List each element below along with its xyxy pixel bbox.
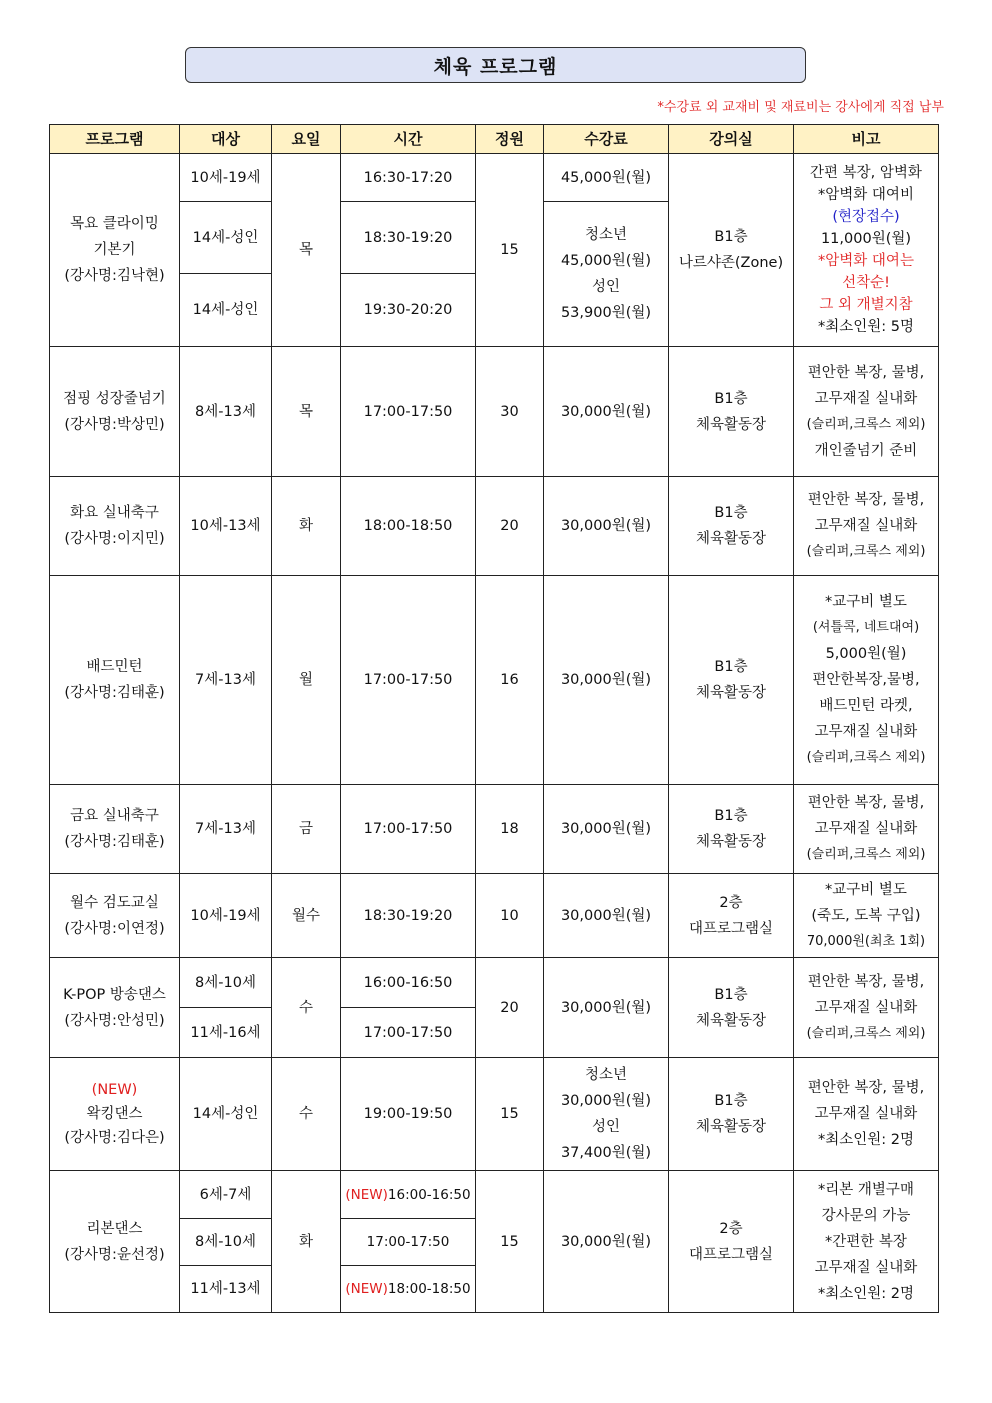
- program-room: B1층 체육활동장: [669, 958, 794, 1058]
- program-target: 7세-13세: [180, 576, 272, 785]
- program-room: B1층 체육활동장: [669, 785, 794, 874]
- program-time: (NEW)18:00-18:50: [341, 1266, 476, 1313]
- program-capacity: 20: [476, 477, 544, 576]
- program-time: 18:30-19:20: [341, 874, 476, 958]
- program-time: 18:30-19:20: [341, 202, 476, 274]
- fee-note: *수강료 외 교재비 및 재료비는 강사에게 직접 납부: [657, 100, 944, 115]
- program-name: (NEW) 왁킹댄스 (강사명:김다은): [50, 1058, 180, 1171]
- program-time: 19:00-19:50: [341, 1058, 476, 1171]
- program-target: 10세-19세: [180, 874, 272, 958]
- program-target: 6세-7세: [180, 1171, 272, 1219]
- program-day: 월수: [272, 874, 341, 958]
- program-target: 8세-10세: [180, 958, 272, 1008]
- program-room: B1층 체육활동장: [669, 1058, 794, 1171]
- header-fee: 수강료: [544, 125, 669, 154]
- header-time: 시간: [341, 125, 476, 154]
- program-name: 점핑 성장줄넘기 (강사명:박상민): [50, 347, 180, 477]
- program-fee: 30,000원(월): [544, 874, 669, 958]
- program-capacity: 16: [476, 576, 544, 785]
- program-notes: 편안한 복장, 물병, 고무재질 실내화 (슬리퍼,크록스 제외): [794, 785, 939, 874]
- program-capacity: 30: [476, 347, 544, 477]
- program-time: 17:00-17:50: [341, 347, 476, 477]
- program-fee: 30,000원(월): [544, 347, 669, 477]
- program-fee: 45,000원(월): [544, 154, 669, 202]
- program-notes: *리본 개별구매 강사문의 가능 *간편한 복장 고무재질 실내화 *최소인원: 2명: [794, 1171, 939, 1313]
- table-row: [50, 1058, 939, 1171]
- program-target: 10세-13세: [180, 477, 272, 576]
- program-fee: 30,000원(월): [544, 576, 669, 785]
- program-fee: 30,000원(월): [544, 785, 669, 874]
- program-name: 월수 검도교실 (강사명:이연정): [50, 874, 180, 958]
- program-time: 16:00-16:50: [341, 958, 476, 1008]
- program-fee: 청소년 30,000원(월) 성인 37,400원(월): [544, 1058, 669, 1171]
- program-notes: 간편 복장, 암벽화 *암벽화 대여비 (현장접수) 11,000원(월) *암벽화 대여는 선착순! 그 외 개별지참 *최소인원: 5명: [794, 154, 939, 347]
- table-row: [50, 154, 939, 202]
- program-notes: *교구비 별도 (죽도, 도복 구입) 70,000원(최초 1회): [794, 874, 939, 958]
- header-target: 대상: [180, 125, 272, 154]
- table-header-row: [50, 125, 939, 154]
- program-target: 8세-13세: [180, 347, 272, 477]
- page-title: 체육 프로그램: [185, 47, 806, 83]
- program-target: 14세-성인: [180, 274, 272, 347]
- program-room: 2층 대프로그램실: [669, 874, 794, 958]
- program-time: 17:00-17:50: [341, 1008, 476, 1058]
- program-time: 16:30-17:20: [341, 154, 476, 202]
- new-badge: (NEW): [91, 1082, 138, 1098]
- table-row: [50, 785, 939, 874]
- program-notes: 편안한 복장, 물병, 고무재질 실내화 (슬리퍼,크록스 제외) 개인줄넘기 준비: [794, 347, 939, 477]
- table-row: [50, 874, 939, 958]
- program-name: 화요 실내축구 (강사명:이지민): [50, 477, 180, 576]
- program-day: 월: [272, 576, 341, 785]
- program-capacity: 18: [476, 785, 544, 874]
- program-target: 14세-성인: [180, 1058, 272, 1171]
- program-capacity: 15: [476, 154, 544, 347]
- header-notes: 비고: [794, 125, 939, 154]
- table-row: [50, 958, 939, 1008]
- program-table: [49, 124, 939, 1313]
- header-day: 요일: [272, 125, 341, 154]
- program-target: 11세-13세: [180, 1266, 272, 1313]
- table-row: [50, 1171, 939, 1219]
- program-target: 11세-16세: [180, 1008, 272, 1058]
- program-room: B1층 체육활동장: [669, 576, 794, 785]
- program-fee: 30,000원(월): [544, 477, 669, 576]
- program-room: B1층 체육활동장: [669, 477, 794, 576]
- program-room: 2층 대프로그램실: [669, 1171, 794, 1313]
- program-target: 7세-13세: [180, 785, 272, 874]
- header-capacity: 정원: [476, 125, 544, 154]
- program-day: 수: [272, 958, 341, 1058]
- program-fee: 30,000원(월): [544, 1171, 669, 1313]
- program-fee: 청소년 45,000원(월) 성인 53,900원(월): [544, 202, 669, 347]
- table-row: [50, 477, 939, 576]
- program-name: 리본댄스 (강사명:윤선정): [50, 1171, 180, 1313]
- program-name: 금요 실내축구 (강사명:김태훈): [50, 785, 180, 874]
- program-time: (NEW)16:00-16:50: [341, 1171, 476, 1219]
- program-target: 14세-성인: [180, 202, 272, 274]
- program-notes: *교구비 별도 (셔틀콕, 네트대여) 5,000원(월) 편안한복장,물병, 배드민턴 라켓, 고무재질 실내화 (슬리퍼,크록스 제외): [794, 576, 939, 785]
- program-notes: 편안한 복장, 물병, 고무재질 실내화 *최소인원: 2명: [794, 1058, 939, 1171]
- program-time: 17:00-17:50: [341, 785, 476, 874]
- program-day: 수: [272, 1058, 341, 1171]
- program-capacity: 15: [476, 1171, 544, 1313]
- program-time: 17:00-17:50: [341, 576, 476, 785]
- program-notes: 편안한 복장, 물병, 고무재질 실내화 (슬리퍼,크록스 제외): [794, 958, 939, 1058]
- program-name: 배드민턴 (강사명:김태훈): [50, 576, 180, 785]
- program-day: 목: [272, 154, 341, 347]
- header-room: 강의실: [669, 125, 794, 154]
- program-target: 8세-10세: [180, 1219, 272, 1266]
- program-target: 10세-19세: [180, 154, 272, 202]
- program-day: 금: [272, 785, 341, 874]
- program-capacity: 10: [476, 874, 544, 958]
- table-row: [50, 347, 939, 477]
- program-capacity: 20: [476, 958, 544, 1058]
- table-row: [50, 576, 939, 785]
- program-day: 목: [272, 347, 341, 477]
- program-name: 목요 클라이밍 기본기 (강사명:김낙현): [50, 154, 180, 347]
- program-name: K-POP 방송댄스 (강사명:안성민): [50, 958, 180, 1058]
- program-day: 화: [272, 477, 341, 576]
- program-notes: 편안한 복장, 물병, 고무재질 실내화 (슬리퍼,크록스 제외): [794, 477, 939, 576]
- program-capacity: 15: [476, 1058, 544, 1171]
- program-time: 17:00-17:50: [341, 1219, 476, 1266]
- new-badge: (NEW): [345, 1186, 388, 1203]
- program-time: 18:00-18:50: [341, 477, 476, 576]
- program-day: 화: [272, 1171, 341, 1313]
- program-room: B1층 체육활동장: [669, 347, 794, 477]
- new-badge: (NEW): [345, 1281, 388, 1297]
- program-time: 19:30-20:20: [341, 274, 476, 347]
- program-fee: 30,000원(월): [544, 958, 669, 1058]
- header-program: 프로그램: [50, 125, 180, 154]
- program-room: B1층 나르샤존(Zone): [669, 154, 794, 347]
